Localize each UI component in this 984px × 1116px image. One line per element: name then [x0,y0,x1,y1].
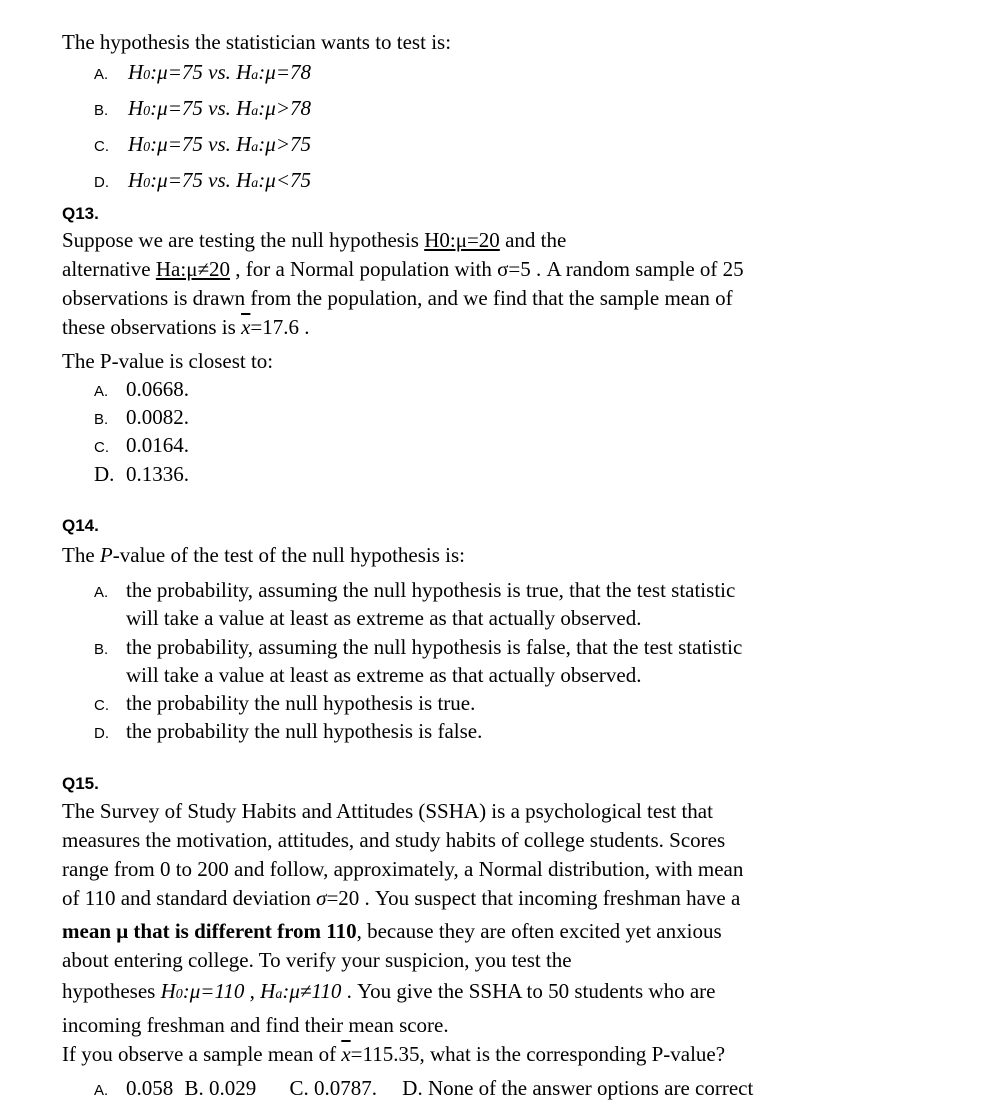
q13-option-c[interactable]: C. 0.0164. [94,431,189,462]
q14-option-c[interactable]: C. the probability the null hypothesis is true. [94,689,475,720]
q14-stem: The P-value of the test of the null hypothesis is: [62,543,466,567]
q13-line-4: these observations is $\overline{x}=17.6$ . [62,315,310,339]
h0-formula: H0:μ=20 [424,228,500,252]
option-letter: D. [94,462,115,486]
q15-option-b[interactable]: B. 0.029 [184,1076,257,1100]
q15-line-8: incoming freshman and find their mean score. [62,1013,449,1037]
q13-option-b[interactable]: B. 0.0082. [94,403,189,434]
q14-label: Q14. [62,516,99,535]
q13-option-a[interactable]: A. 0.0668. [94,375,189,406]
xbar-symbol: $\overline{x}$ [241,315,251,339]
q13-line-1: Suppose we are testing the null hypothesis H0:μ=20 and the [62,228,567,252]
q12-option-b[interactable]: B. H0:μ=75 vs. Ha:μ>78 [94,94,311,126]
option-letter: A. [94,66,109,83]
q15-options-row [94,1074,753,1105]
option-letter: C. [94,138,109,155]
q15-line-9: If you observe a sample mean of $\overline{x}=115.35$, what is the corresponding P-value? [62,1042,726,1066]
xbar-symbol: $\overline{x}$ [341,1042,351,1066]
q12-stem: The hypothesis the statistician wants to test is: [62,30,452,54]
q15-option-d[interactable]: D. None of the answer options are correct [402,1076,754,1100]
q13-line-2: alternative Ha:μ≠20 , for a Normal population with σ=5 . A random sample of 25 [62,257,744,281]
q14-option-a[interactable]: A. the probability, assuming the null hypothesis is true, that the test statistic [94,576,735,607]
q14-option-b-cont: will take a value at least as extreme as that actually observed. [126,663,642,687]
ha-formula: Ha:μ≠20 [155,257,230,281]
q15-label: Q15. [62,774,99,793]
emphasis-text: mean μ that is different from 110 [62,919,357,943]
option-letter: D. [94,174,109,191]
q12-option-a[interactable]: A. H0:μ=75 vs. Ha:μ=78 [94,58,311,90]
option-letter: C. [94,439,109,456]
q15-option-c[interactable]: C. 0.0787. [289,1076,378,1100]
q13-option-d[interactable]: D. 0.1336. [94,462,189,486]
option-letter: A. [94,1082,109,1099]
option-letter: A. [94,584,109,601]
q15-line-7: hypotheses H0:μ=110 , Ha:μ≠110 . You give the SSHA to 50 students who are [62,979,716,1003]
q15-line-6: about entering college. To verify your suspicion, you test the [62,948,572,972]
option-letter: C. [94,697,109,714]
q14-option-b[interactable]: B. the probability, assuming the null hypothesis is false, that the test statistic [94,633,742,664]
q13-line-3: observations is drawn from the population, and we find that the sample mean of [62,286,733,310]
q15-line-1: The Survey of Study Habits and Attitudes (SSHA) is a psychological test that [62,799,713,823]
option-letter: B. [94,411,109,428]
q15-line-4: of 110 and standard deviation σ=20 . You suspect that incoming freshman have a [62,886,741,910]
sigma-symbol: σ [316,886,327,910]
q12-option-c[interactable]: C. H0:μ=75 vs. Ha:μ>75 [94,130,311,162]
option-letter: D. [94,725,109,742]
q15-option-a[interactable]: A. 0.058 [94,1076,173,1100]
q14-option-a-cont: will take a value at least as extreme as that actually observed. [126,606,642,630]
q14-option-d[interactable]: D. the probability the null hypothesis is false. [94,717,482,748]
q12-option-d[interactable]: D. H0:μ=75 vs. Ha:μ<75 [94,166,311,198]
q15-line-2: measures the motivation, attitudes, and study habits of college students. Scores [62,828,726,852]
option-letter: B. [94,102,109,119]
q15-line-3: range from 0 to 200 and follow, approximately, a Normal distribution, with mean [62,857,744,881]
q13-prompt: The P-value is closest to: [62,349,274,373]
q15-line-5: mean μ that is different from 110, because they are often excited yet anxious [62,919,722,943]
q13-label: Q13. [62,204,99,223]
option-letter: B. [94,641,109,658]
option-letter: A. [94,383,109,400]
